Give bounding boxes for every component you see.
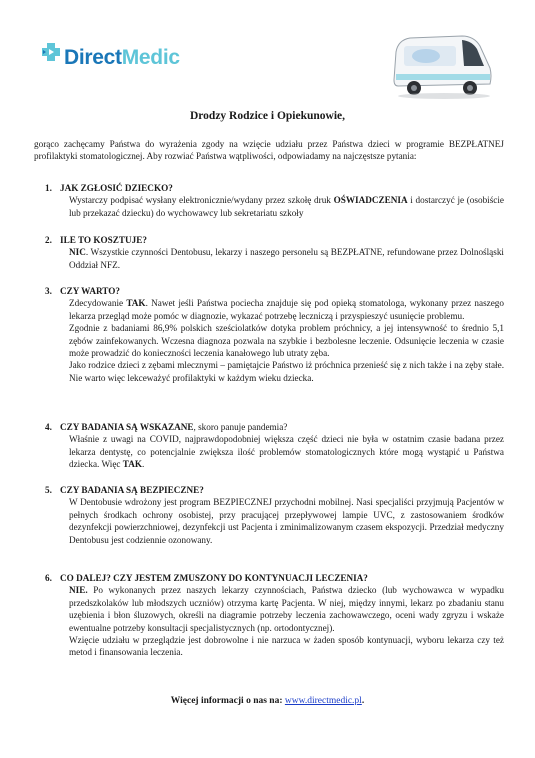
faq-section-4 <box>45 421 504 471</box>
logo <box>40 36 180 80</box>
medical-cross-arrows-icon <box>40 41 62 63</box>
faq-answer: Właśnie z uwagi na COVID, najprawdopodobniej większa część dzieci nie była w ostatnim czasie badana przez lekarza dentystę, co potencjalnie zwiększa ilość problemów stomatologicznych które mogą wystąpić u Państwa dziecka. Więc TAK. <box>69 434 504 470</box>
faq-answer: NIE. Po wykonanych przez naszych lekarzy czynnościach, Państwa dziecko (lub wychowawca w wypadku przedszkolaków lub młodszych uczniów) otrzyma kartę Pacjenta. W niej, między innymi, lekarz po zbadaniu stanu uzębienia i błon śluzowych, określi na diagramie potrzeby leczenia zachowawczego, oceni wady zgryzu i wskaże ewentualne potrzeby konsultacji specjalistycznych (np. ortodontycznej). Wzięcie udziału w przeglądzie jest dobrowolne i nie narzuca w żaden sposób kontynuacji, wyboru lekarza czy też metod i finansowania leczenia. <box>69 585 504 658</box>
faq-answer: W Dentobusie wdrożony jest program BEZPIECZNEJ przychodni mobilnej. Nasi specjaliści przyjmują Pacjentów w pełnych środkach ochrony osobistej, przy pracującej przepływowej lampie UVC, z zastosowaniem środków dezynfekcji powierzchniowej, dezynfekcji ust Pacjenta i zminimalizowanym czasem ekspozycji. Przedział medyczny Dentobusu jest codziennie ozonowany. <box>69 497 504 545</box>
faq-answer: Zdecydowanie TAK. Nawet jeśli Państwa pociecha znajduje się pod opieką stomatologa, wykonany przez naszego lekarza przegląd może pomóc w diagnozie, wykazać potrzebę leczniczą i przyspieszyć usunięcie problemu. Zgodnie z badaniami 86,9% polskich sześciolatków dotyka problem próchnicy, a jej intensywność to średnio 5,1 zębów zainfekowanych. Wczesna diagnoza pozwala na szybkie i bezbolesne leczenie. Odsunięcie leczenia w czasie może prowadzić do konieczności leczenia kanałowego lub utraty zęba. Jako rodzice dzieci z zębami mlecznymi – pamiętajcie Państwo iż próchnica przenieść się z nich także i na zęby stałe. Nie warto więc lekceważyć profilaktyki w każdym wieku dziecka. <box>69 298 504 383</box>
website-link[interactable]: www.directmedic.pl <box>284 696 362 706</box>
faq-answer: Wystarczy podpisać wysłany elektronicznie/wydany przez szkołę druk OŚWIADCZENIA i dostarczyć je (osobiście lub przekazać dziecku) do wychowawcy lub sekretariatu szkoły <box>69 195 505 218</box>
faq-answer: NIC. Wszystkie czynności Dentobusu, lekarzy i naszego personelu są BEZPŁATNE, refundowane przez Dolnośląski Oddział NFZ. <box>69 247 504 270</box>
dentobus-van-icon <box>390 32 494 102</box>
faq-section-1 <box>45 182 505 219</box>
logo-wordmark: DirectMedic <box>64 46 180 69</box>
faq-section-6 <box>45 572 504 659</box>
faq-heading: 5. CZY BADANIA SĄ BEZPIECZNE? <box>45 485 204 495</box>
faq-section-3 <box>45 285 504 384</box>
faq-heading: 3. CZY WARTO? <box>45 286 121 296</box>
footer-info: Więcej informacji o nas na: www.directmedic.pl. <box>170 696 365 706</box>
page-title: Drodzy Rodzice i Opiekunowie, <box>189 110 346 122</box>
intro-paragraph: gorąco zachęcamy Państwa do wyrażenia zgody na wzięcie udziału przez Państwa dzieci w programie BEZPŁATNEJ profilaktyki stomatologicznej. Aby rozwiać Państwa wątpliwości, odpowiadamy na najczęstsze pytania: <box>34 139 504 162</box>
faq-heading: 2. ILE TO KOSZTUJE? <box>45 235 147 245</box>
faq-section-5 <box>45 484 504 546</box>
faq-heading: 4. CZY BADANIA SĄ WSKAZANE, skoro panuje pandemia? <box>45 422 288 432</box>
faq-heading: 6. CO DALEJ? CZY JESTEM ZMUSZONY DO KONTYNUACJI LECZENIA? <box>45 573 368 583</box>
faq-section-2 <box>45 234 504 271</box>
faq-heading: 1. JAK ZGŁOSIĆ DZIECKO? <box>45 183 173 193</box>
